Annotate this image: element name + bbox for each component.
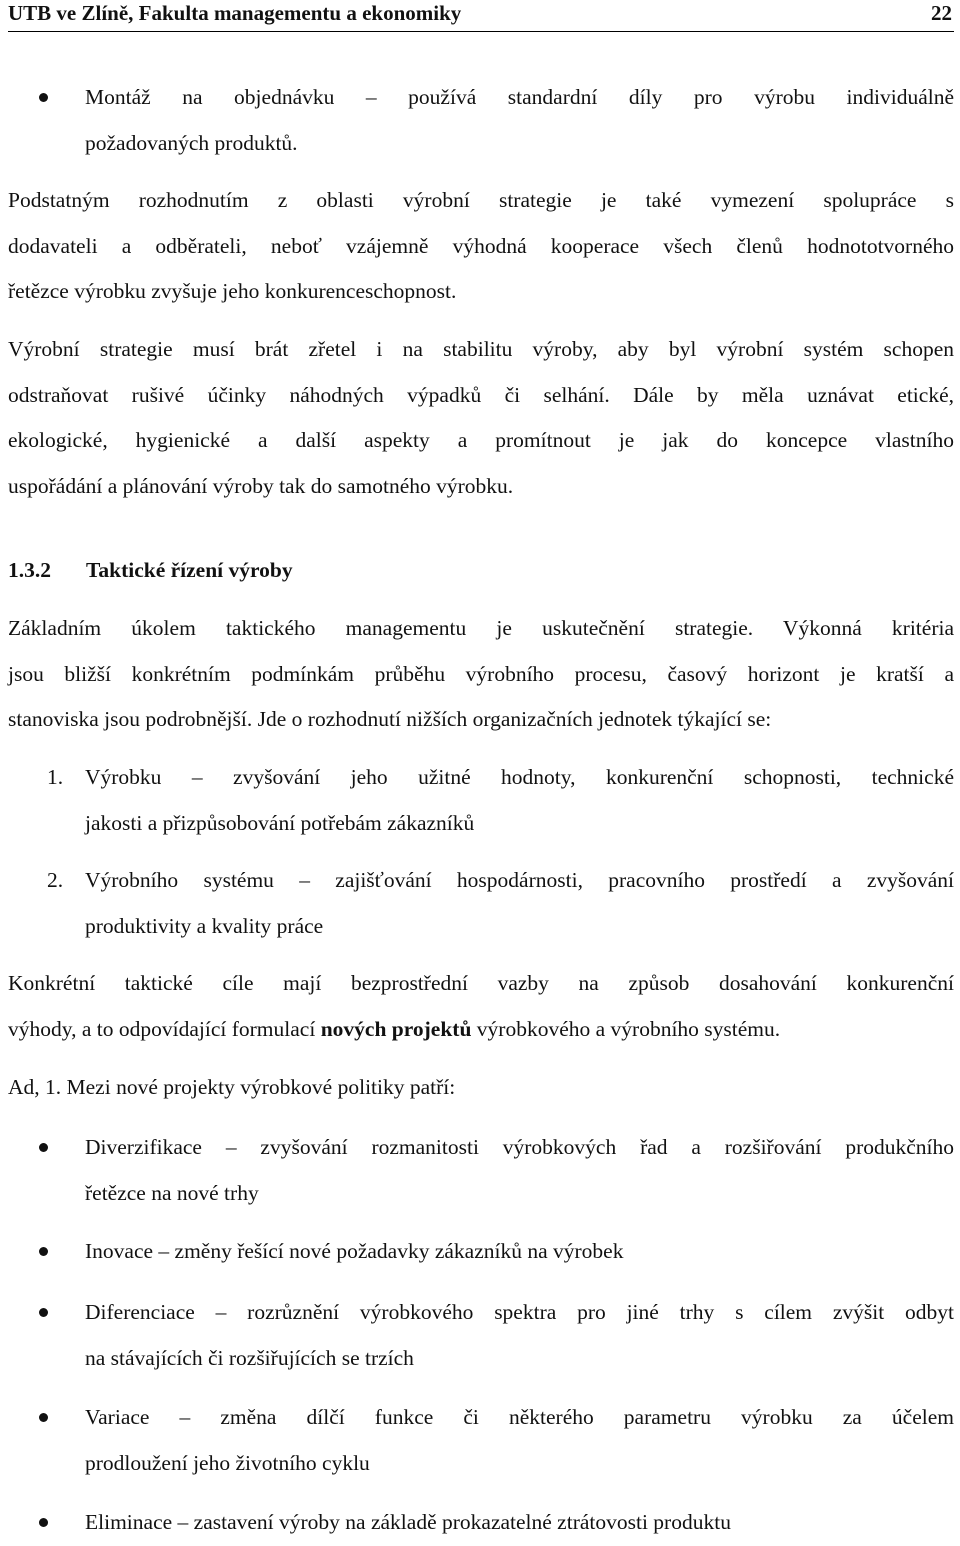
paragraph-line: dodavateli a odběrateli, neboť vzájemně výhodná kooperace všech členů hodnototvorného	[8, 233, 954, 258]
list-item	[85, 1125, 954, 1216]
bullet-icon	[39, 1308, 48, 1317]
bullet-icon	[39, 1247, 48, 1256]
item-number: 1.	[47, 765, 64, 789]
paragraph-line: Základním úkolem taktického managementu je uskutečnění strategie. Výkonná kritéria	[8, 616, 954, 640]
paragraph-line: Ad, 1. Mezi nové projekty výrobkové politiky patří:	[8, 1075, 456, 1099]
numbered-item	[47, 858, 954, 949]
list-item-line: Eliminace – zastavení výroby na základě prokazatelné ztrátovosti produktu	[85, 1510, 731, 1534]
paragraph-line: stanoviska jsou podrobnější. Jde o rozhodnutí nižších organizačních jednotek týkající se:	[8, 707, 772, 731]
section-title: Taktické řízení výroby	[86, 558, 293, 582]
list-item	[85, 75, 954, 166]
paragraph-line: řetězce výrobku zvyšuje jeho konkurenceschopnost.	[8, 279, 457, 303]
bullet-icon	[39, 1518, 48, 1527]
list-item-line: požadovaných produktů.	[85, 130, 298, 155]
list-item-line: řetězce na nové trhy	[85, 1180, 259, 1205]
paragraph-line: ekologické, hygienické a další aspekty a promítnout je jak do koncepce vlastního	[8, 428, 954, 452]
page-header	[8, 0, 954, 32]
list-item	[85, 1229, 954, 1275]
numbered-item	[47, 755, 954, 846]
list-item-line: Diferenciace – rozrůznění výrobkového spektra pro jiné trhy s cílem zvýšit odbyt	[85, 1300, 954, 1324]
paragraph-tactical	[8, 606, 954, 743]
bullet-icon	[39, 1413, 48, 1422]
page-number: 22	[931, 1, 952, 25]
paragraph-line: uspořádání a plánování výroby tak do samotného výrobku.	[8, 473, 514, 498]
list-item	[85, 1395, 954, 1486]
bold-term: nových projektů	[320, 1016, 472, 1041]
list-item-line: Montáž na objednávku – používá standardní díly pro výrobu individuálně	[85, 85, 954, 109]
paragraph-line: odstraňovat rušivé účinky náhodných výpadků či selhání. Dále by měla uznávat etické,	[8, 382, 954, 407]
paragraph-cooperation	[8, 178, 954, 315]
paragraph-line: Podstatným rozhodnutím z oblasti výrobní strategie je také vymezení spolupráce s	[8, 188, 954, 212]
list-item-line: Výrobku – zvyšování jeho užitné hodnoty, konkurenční schopnosti, technické	[85, 765, 954, 789]
list-item-line: jakosti a přizpůsobování potřebám zákazníků	[85, 810, 475, 835]
list-item-line: Diverzifikace – zvyšování rozmanitosti výrobkových řad a rozšiřování produkčního	[85, 1135, 954, 1159]
paragraph-line: Výrobní strategie musí brát zřetel i na stabilitu výroby, aby byl výrobní systém schopen	[8, 337, 954, 361]
list-item-line: Inovace – změny řešící nové požadavky zákazníků na výrobek	[85, 1239, 624, 1263]
list-item-line: prodloužení jeho životního cyklu	[85, 1450, 370, 1475]
paragraph-line	[8, 1007, 954, 1053]
item-number: 2.	[47, 868, 64, 892]
list-item-line: Výrobního systému – zajišťování hospodárnosti, pracovního prostředí a zvyšování	[85, 868, 954, 892]
list-item-line: na stávajících či rozšiřujících se trzích	[85, 1345, 414, 1370]
bullet-icon	[39, 93, 48, 102]
paragraph-stability	[8, 327, 954, 509]
text-run: výhody, a to odpovídající formulací	[8, 1016, 321, 1041]
text-run: výrobkového a výrobního systému.	[471, 1016, 781, 1041]
bullet-icon	[39, 1143, 48, 1152]
list-item-line: produktivity a kvality práce	[85, 913, 324, 938]
list-item-line: Variace – změna dílčí funkce či některého parametru výrobku za účelem	[85, 1405, 954, 1429]
list-item	[85, 1290, 954, 1381]
paragraph-goals	[8, 961, 954, 1052]
header-title: UTB ve Zlíně, Fakulta managementu a ekonomiky	[8, 1, 462, 25]
paragraph-ad1	[8, 1065, 954, 1111]
paragraph-line: jsou bližší konkrétním podmínkám průběhu výrobního procesu, časový horizont je kratší a	[8, 661, 954, 686]
section-number: 1.3.2	[8, 558, 51, 582]
paragraph-line: Konkrétní taktické cíle mají bezprostřední vazby na způsob dosahování konkurenční	[8, 971, 954, 995]
section-heading	[8, 548, 293, 593]
